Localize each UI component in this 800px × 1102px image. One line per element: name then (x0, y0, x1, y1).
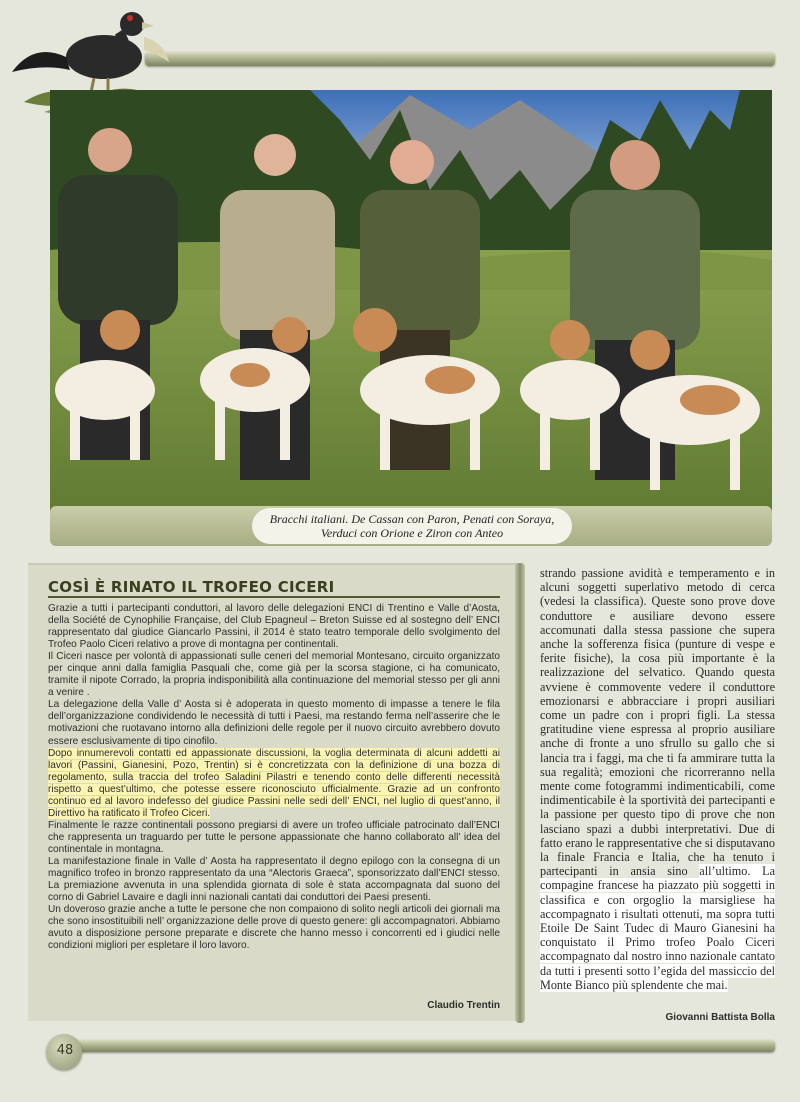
article-paragraph-3: La delegazione della Valle d’ Aosta si è adoperata in questo momento di impasse a tenere le fila dell’organizzazione condividendo le necessità di tutti i Paesi, ma restando ferma nell’asserire che le motivazioni che ruotavano intorno alla definizioni delle regole per il nuovo circuito avrebbero dovuto essere esclusivamente di tipo cinofilo. (48, 699, 500, 747)
right-column-text (540, 566, 775, 992)
bottom-decorative-bar (70, 1040, 775, 1052)
article-paragraph-5: La manifestazione finale in Valle d’ Aosta ha rappresentato il degno epilogo con la consegna di un magnifico trofeo in bronzo rappresentato da una “Alectoris Graeca”, sponsorizzato dall’ENCI stesso. La premiazione avvenuta in una splendida giornata di sole è stata accompagnata dal suono del corno di Gabriel Lavaire e dagli inni nazionali cantati dai conduttori dei Paesi presenti. (48, 855, 500, 904)
right-column-highlight: all’ultimo. La compagine francese ha piazzato più soggetti in classifica e con orgoglio la marsigliese ha accompagnato i risultati ottenuti, ma sopra tutti Etoile De Saint Tudec di Mauro Gianesini ha conquistato il Primo trofeo Poalo Ciceri accompagnato dal nostro inno nazionale cantato da tutti i presenti sotto l’egida del massiccio del Monte Bianco più splendente che mai. (540, 864, 775, 992)
author-left: Claudio Trentin (427, 1000, 500, 1011)
hero-photo (50, 90, 772, 520)
page-number: 48 (56, 1043, 74, 1058)
article-paragraph-1: Grazie a tutti i partecipanti conduttori, al lavoro delle delegazioni ENCI di Trentino e Valle d’Aosta, della Société de Cynophilie Française, del Club Epagneul – Breton Suisse ed al sostegno dell’ ENCI rappresentato dal giudice Giancarlo Passini, il 2014 è stato teatro temporale dello svolgimento del Trofeo Paolo Ciceri relativo a prove di montagna per continentali. (48, 603, 500, 651)
author-right: Giovanni Battista Bolla (665, 1012, 775, 1023)
article-paragraph-6: Un doveroso grazie anche a tutte le persone che non compaiono di solito negli articoli dei giornali ma che sono insostituibili nell’ organizzazione delle prove di questo genere: gli accompagnatori. Abbiamo avuto a disposizione persone preparate e discrete che hanno messo i concorrenti ed i giudici nelle condizioni migliori per espletare il loro lavoro. (48, 904, 500, 952)
article-headline: COSÌ È RINATO IL TROFEO CICERI (48, 578, 335, 596)
article-body (48, 603, 500, 952)
right-column-plain: strando passione avidità e temperamento e in alcuni soggetti superlativo metodo di cerca (vedesi la classifica). Queste sono prove dove conduttore e ausiliare devono essere accomunati dalla stessa passione che supera anche la sofferenza fisica (punture di vespe e ferite fisiche), la cosa più importante è la realizzazione del selvatico. Quando questa avviene è commovente vedere il conduttore emozionarsi e abbracciare i propri ausiliari come un padre con i propri figli. La stessa gratitudine viene espressa al proprio ausiliare anche di fronte a uno sfrullo su gallo che si lancia tra i faggi, ma che ti fa ammirare tutta la sua regalità; emozioni che ricorreranno nella mente come fotogrammi indimenticabili, come indimenticabile è la sportività dei partecipanti e la passione per questo tipo di prove che non lasciano spazi a dubbi interpretativi. Due di fatto erano le rappresentative che si disputavano la finale Francia e Italia, che ha tenuto i partecipanti in ansia sino (540, 566, 775, 879)
article-highlight-paragraph: Dopo innumerevoli contatti ed appassionate discussioni, la voglia determinata di alcuni addetti ai lavori (Passini, Gianesini, Pozo, Trentin) si è concretizzata con la definizione di una bozza di regolamento, sulla traccia del trofeo Saladini Pilastri e tenendo conto delle differenti necessità rispetto a quest’ultimo, che potesse essere riconosciuto ufficialmente. Grazie ad un confronto continuo ed al lavoro indefesso del giudice Passini nelle sedi dell’ ENCI, nel luglio di quest’anno, il Direttivo ha ratificato il Trofeo Ciceri. (48, 747, 500, 819)
photo-caption (252, 508, 572, 544)
article-paragraph-2: Il Ciceri nasce per volontà di appassionati sulle ceneri del memorial Montesano, circuito organizzato per cinque anni dalla famiglia Pasquali che, come già per la scorsa stagione, ci ha comunicato, tramite il nipote Corrado, la propria indisponibilità alla continuazione del memorial stesso per gli anni a venire . (48, 651, 500, 699)
article-paragraph-4: Finalmente le razze continentali possono pregiarsi di avere un trofeo ufficiale patrocinato dall’ENCI che rappresenta un traguardo per tutte le persone appassionate che hanno collaborato all’ idea del continentale in montagna. (48, 819, 500, 855)
caption-line-1: Bracchi italiani. De Cassan con Paron, Penati con Soraya, (269, 512, 555, 526)
column-divider (515, 563, 525, 1023)
caption-line-2: Verduci con Orione e Ziron con Anteo (320, 526, 504, 540)
headline-rule (48, 596, 500, 598)
top-decorative-bar (145, 52, 775, 66)
